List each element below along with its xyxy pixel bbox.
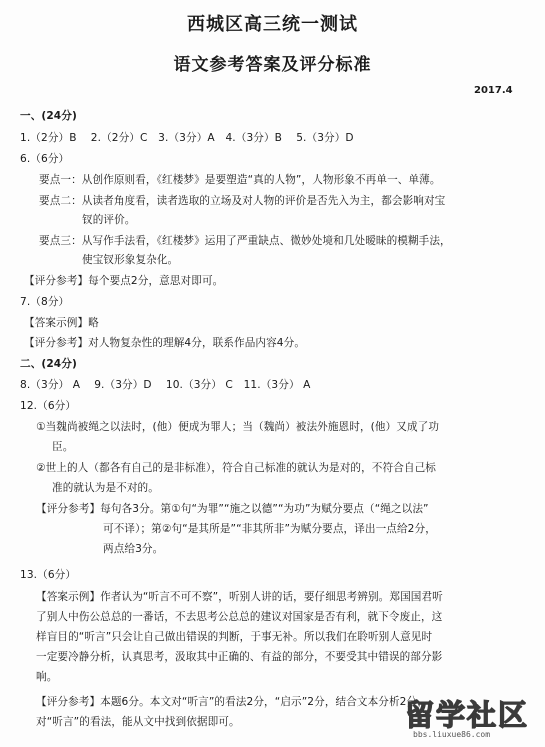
q13-answer-cont-4: 响。 [36,671,58,683]
document-subtitle: 语文参考答案及评分标准 [173,55,372,75]
q6-scoring: 【评分参考】每个要点2分，意思对即可。 [24,275,224,287]
watermark-text: 留学社区 [405,698,530,732]
q7-scoring: 【评分参考】对人物复杂性的理解4分，联系作品内容4分。 [24,337,306,349]
watermark-logo [405,693,537,743]
section-two-heading: 二、(24分) [20,358,77,370]
question-13-heading: 13.（6分） [20,569,77,581]
q13-answer-cont-3: 一定要冷静分析，认真思考，汲取其中正确的、有益的部分，不要受其中错误的部分影 [36,651,443,663]
q12-scoring-cont-2: 两点给3分。 [103,543,164,555]
watermark-url: bbs.liuxue86.com [413,730,491,739]
q13-scoring-cont: 对“听言”的看法，能从文中找到依据即可。 [36,716,240,728]
q13-scoring: 【评分参考】本题6分。本文对“听言”的看法2分，“启示”2分，结合文本分析2分， [36,696,428,708]
q13-answer-cont-1: 了别人中伤公总总的一番话，不去思考公总总的建议对国家是否有利，就下令废止，这 [36,611,443,623]
answers-1-5: 1.（2分）B 2.（2分）C 3.（3分）A 4.（3分）B 5.（3分）D [20,132,354,144]
question-7-heading: 7.（8分） [20,296,70,308]
q13-answer-cont-2: 样盲目的“听言”只会让自己做出错误的判断，于事无补。所以我们在聆听别人意见时 [36,631,433,643]
q6-point-three: 要点三：从写作手法看，《红楼梦》运用了严重缺点、微妙处境和几处暧昧的模糊手法， [39,235,451,247]
question-12-heading: 12.（6分） [20,400,77,412]
q6-point-two: 要点二：从读者角度看，读者选取的立场及对人物的评价是否先入为主，都会影响对宝 [39,195,446,207]
q12-translation-two-cont: 准的就认为是不对的。 [52,482,159,494]
q12-translation-two: ②世上的人（都各有自己的是非标准），符合自己标准的就认为是对的，不符合自己标 [36,462,436,474]
q12-translation-one-cont: 臣。 [52,441,74,453]
question-6-heading: 6.（6分） [20,153,70,165]
q6-point-one: 要点一：从创作原则看，《红楼梦》是要塑造“真的人物”，人物形象不再单一、单薄。 [39,174,441,186]
answers-8-11: 8.（3分） A 9.（3分）D 10.（3分） C 11.（3分） A [20,379,311,391]
document-title: 西城区高三统一测试 [187,14,358,35]
q6-point-two-cont: 钗的评价。 [82,214,136,226]
section-one-heading: 一、(24分) [20,110,77,122]
q12-scoring-cont: 可不译）；第②句“是其所是”“非其所非”为赋分要点，译出一点给2分， [103,523,436,535]
q7-answer-example: 【答案示例】略 [24,317,99,329]
q12-scoring: 【评分参考】每句各3分。第①句“为罪”“施之以德”“为功”为赋分要点（“绳之以法” [36,503,429,515]
q12-translation-one: ①当魏尚被绳之以法时，(他）便成为罪人；当（魏尚）被法外施恩时，(他）又成了功 [36,421,440,433]
document-date: 2017.4 [474,85,513,96]
q13-answer-example: 【答案示例】作者认为“听言不可不察”，听别人讲的话，要仔细思考辨别。郑国国君听 [36,591,443,603]
q6-point-three-cont: 使宝钗形象复杂化。 [82,254,179,266]
